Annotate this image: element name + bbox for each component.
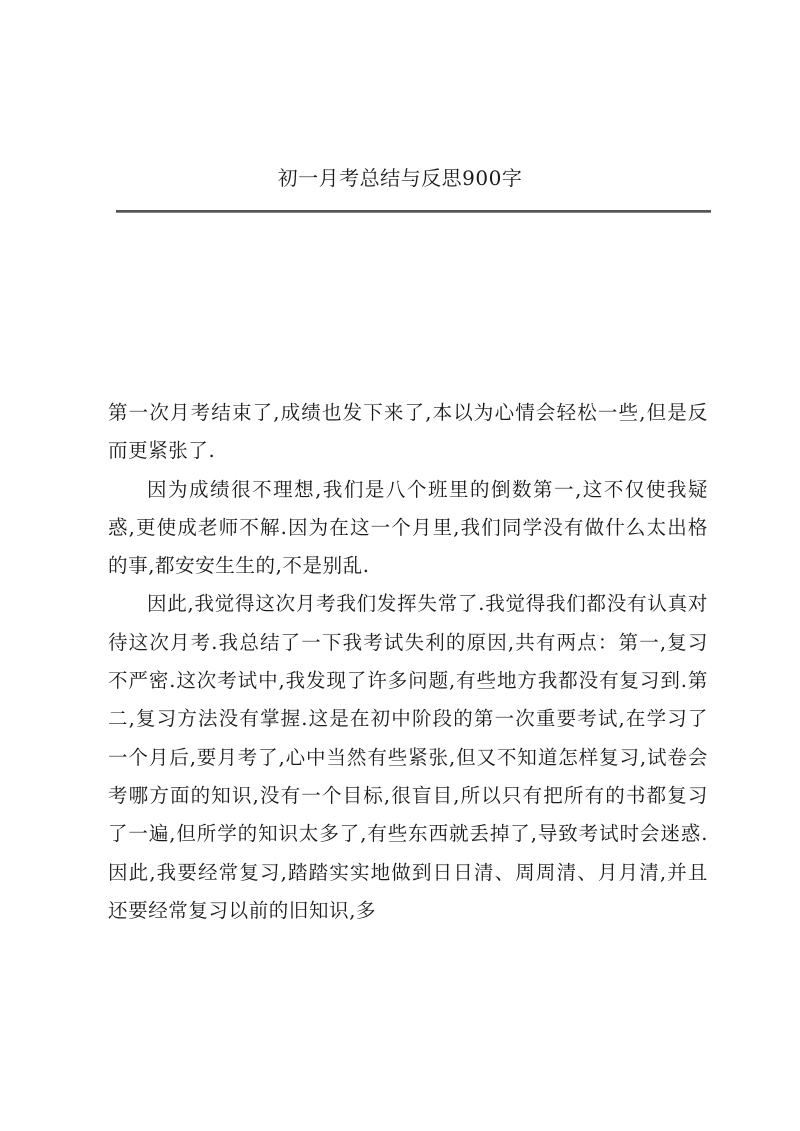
paragraph-3: 因此,我觉得这次月考我们发挥失常了.我觉得我们都没有认真对待这次月考.我总结了一下我考试失利的原因,共有两点：第一,复习不严密.这次考试中,我发现了许多问题,有些地方我都没有复习到.第二,复习方法没有掌握.这是在初中阶段的第一次重要考试,在学习了一个月后,要月考了,心中当然有些紧张,但又不知道怎样复习,试卷会考哪方面的知识,没有一个目标,很盲目,所以只有把所有的书都复习了一遍,但所学的知识太多了,有些东西就丢掉了,导致考试时会迷惑.因此,我要经常复习,踏踏实实地做到日日清、周周清、月月清,并且还要经常复习以前的旧知识,多: [108, 592, 708, 922]
paragraph-1: 第一次月考结束了,成绩也发下来了,本以为心情会轻松一些,但是反而更紧张了.: [108, 401, 708, 463]
paragraph-2: 因为成绩很不理想,我们是八个班里的倒数第一,这不仅使我疑惑,更使成老师不解.因为在这一个月里,我们同学没有做什么太出格的事,都安安生生的,不是别乱.: [108, 477, 708, 578]
document-title: 初一月考总结与反思900字: [277, 166, 523, 190]
document-body: [108, 394, 708, 930]
title-divider: [116, 210, 711, 213]
